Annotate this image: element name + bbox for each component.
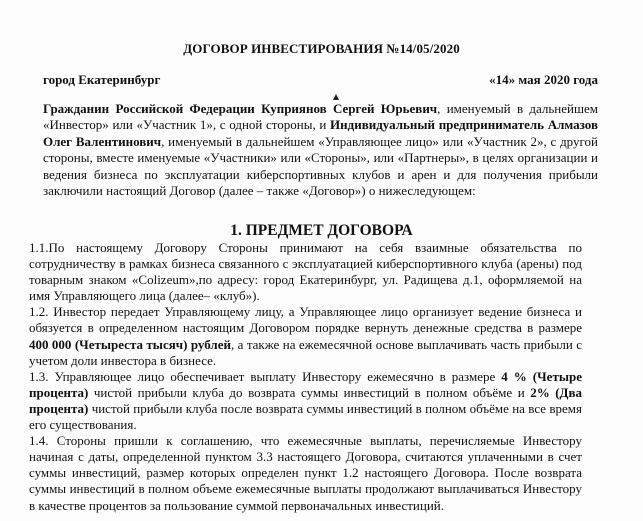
investor-name: Гражданин Российской Федерации Куприянов Сергей Юрьевич xyxy=(43,101,438,116)
preamble-text-1: , именуемый в дальнейшем «Инвестор» или «Участник 1», с одной стороны, и xyxy=(43,101,598,133)
scan-mark xyxy=(333,94,339,100)
clause-1-3-text-a: 1.3. Управляющее лицо обеспечивает выплату Инвестору ежемесячно в размере xyxy=(29,368,502,384)
clause-1-3-text-b: чистой прибыли клуба до возврата суммы инвестиций в полном объёме и xyxy=(88,384,531,400)
section-1-body xyxy=(29,240,582,514)
investment-amount: 400 000 (Четыреста тысяч) рублей xyxy=(29,336,231,352)
clause-1-1: 1.1.По настоящему Договору Стороны принимают на себя взаимные обязательства по сотрудничеству в рамках бизнеса связанного с эксплуатацией киберспортивного клуба (арены) под товарным знаком «Colizeum»,по адресу: город Екатеринбург, ул. Радищева д.1, оформляемой на имя Управляющего лица (далее– «клуб»). xyxy=(29,240,582,304)
clause-1-4: 1.4. Стороны пришли к соглашению, что ежемесячные выплаты, перечисляемые Инвестору начиная с даты, определенной пунктом 3.3 настоящего Договора, считаются уплаченными в счет суммы инвестиций, размер которых определен пункт 1.2 настоящего Договора. После возврата суммы инвестиций в полном объеме ежемесячные выплаты продолжают выплачиваться Инвестору в качестве процентов за пользование суммой первоначальных инвестиций. xyxy=(29,433,582,513)
payout-rate-before: 4 % (Четыре процента) xyxy=(29,368,582,400)
preamble-text-2: , именуемый в дальнейшем «Управляющее лицо» или «Участник 2», с другой стороны, вместе именуемые «Участники» или «Стороны», или «Партнеры», в целях организации и ведения бизнеса по эксплуатации киберспортивных клубов и арен и для получения прибыли заключили настоящий Договор (далее – также «Договор») о нижеследующем: xyxy=(43,133,598,199)
clause-1-2 xyxy=(29,304,582,368)
payout-rate-after: 2% (Два процента) xyxy=(29,384,583,416)
contract-date: «14» мая 2020 года xyxy=(489,72,598,87)
section-1-heading: 1. ПРЕДМЕТ ДОГОВОРА xyxy=(230,222,413,239)
clause-1-2-text-a: 1.2. Инвестор передает Управляющему лицу, а Управляющее лицо организует ведение бизнеса и обязуется в определенном настоящим Договором порядке вернуть денежные средства в размере xyxy=(29,304,582,336)
clause-1-3-text-c: чистой прибыли клуба после возврата суммы инвестиций в полном объёме на все время его существования. xyxy=(29,400,582,433)
manager-name: Индивидуальный предприниматель Алмазов Олег Валентинович xyxy=(43,117,598,149)
contract-city: город Екатеринбург xyxy=(43,72,161,87)
clause-1-2-text-b: , а также на ежемесячной основе выплачивать часть прибыли с учетом доли инвестора в бизнесе. xyxy=(29,336,582,368)
document-title: ДОГОВОР ИНВЕСТИРОВАНИЯ №14/05/2020 xyxy=(183,41,460,56)
preamble-paragraph xyxy=(43,101,598,199)
clause-1-3 xyxy=(29,369,582,433)
